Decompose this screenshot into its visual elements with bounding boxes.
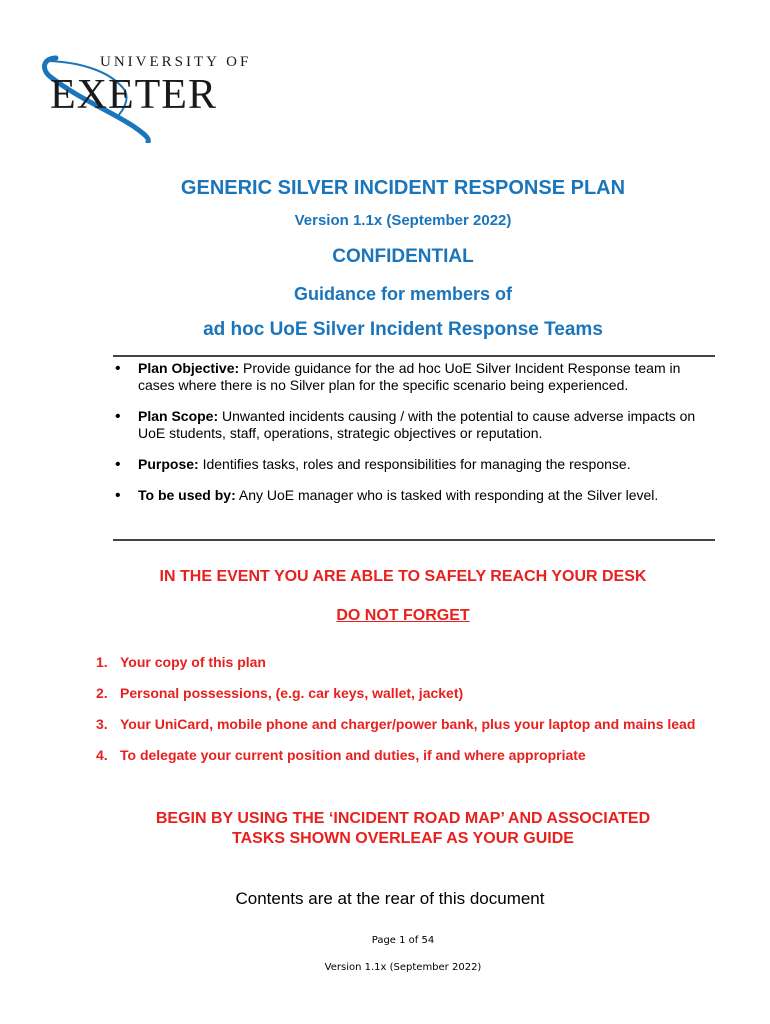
item-number: 1.: [96, 654, 108, 670]
bullet-label: Plan Objective:: [138, 360, 240, 376]
checklist-item: [96, 684, 696, 702]
logo-main-text: EXETER: [50, 72, 217, 118]
confidential-label: CONFIDENTIAL: [332, 246, 474, 267]
list-item: [113, 408, 715, 442]
checklist-item: [96, 715, 696, 733]
item-number: 2.: [96, 685, 108, 701]
exeter-logo-graphic: [38, 48, 268, 143]
checklist-item: [96, 746, 696, 764]
checklist: [96, 653, 696, 777]
do-not-forget-heading: DO NOT FORGET: [336, 607, 470, 624]
document-version: Version 1.1x (September 2022): [294, 212, 512, 229]
plan-summary-list: [113, 360, 715, 518]
event-heading: IN THE EVENT YOU ARE ABLE TO SAFELY REACH YOUR DESK: [159, 568, 647, 585]
university-logo: [38, 48, 268, 143]
item-number: 4.: [96, 747, 108, 763]
page-number: Page 1 of 54: [371, 935, 435, 946]
bullet-text: Any UoE manager who is tasked with responding at the Silver level.: [235, 487, 659, 503]
guidance-line-1: Guidance for members of: [293, 284, 513, 304]
bullet-text: Identifies tasks, roles and responsibilities for managing the response.: [198, 456, 631, 472]
item-text: Your copy of this plan: [120, 654, 266, 670]
item-text: To delegate your current position and duties, if and where appropriate: [120, 747, 586, 763]
bullet-label: Plan Scope:: [138, 408, 219, 424]
checklist-item: [96, 653, 696, 671]
guidance-line-2: ad hoc UoE Silver Incident Response Teams: [203, 319, 603, 340]
item-text: Personal possessions, (e.g. car keys, wallet, jacket): [120, 685, 464, 701]
list-item: [113, 456, 715, 473]
bullet-label: To be used by:: [138, 487, 236, 503]
logo-top-text: UNIVERSITY OF: [100, 54, 252, 70]
bullet-text: Unwanted incidents causing / with the potential to cause adverse impacts on UoE students, staff, operations, strategic objectives or reputation.: [138, 408, 696, 441]
contents-note: Contents are at the rear of this document: [235, 889, 545, 908]
begin-instruction: [0, 809, 770, 849]
bullet-text: Provide guidance for the ad hoc UoE Silver Incident Response team in cases where there is no Silver plan for the specific scenario being experienced.: [138, 360, 681, 393]
list-item: [113, 360, 715, 394]
item-number: 3.: [96, 716, 108, 732]
begin-line-2: TASKS SHOWN OVERLEAF AS YOUR GUIDE: [232, 830, 574, 847]
begin-line-1: BEGIN BY USING THE ‘INCIDENT ROAD MAP’ AND ASSOCIATED: [155, 810, 651, 827]
divider-top: [113, 355, 715, 357]
item-text: Your UniCard, mobile phone and charger/power bank, plus your laptop and mains lead: [120, 716, 696, 732]
bullet-label: Purpose:: [138, 456, 199, 472]
document-title: GENERIC SILVER INCIDENT RESPONSE PLAN: [180, 177, 626, 199]
footer-version: Version 1.1x (September 2022): [324, 962, 482, 973]
divider-bottom: [113, 539, 715, 541]
list-item: [113, 487, 715, 504]
